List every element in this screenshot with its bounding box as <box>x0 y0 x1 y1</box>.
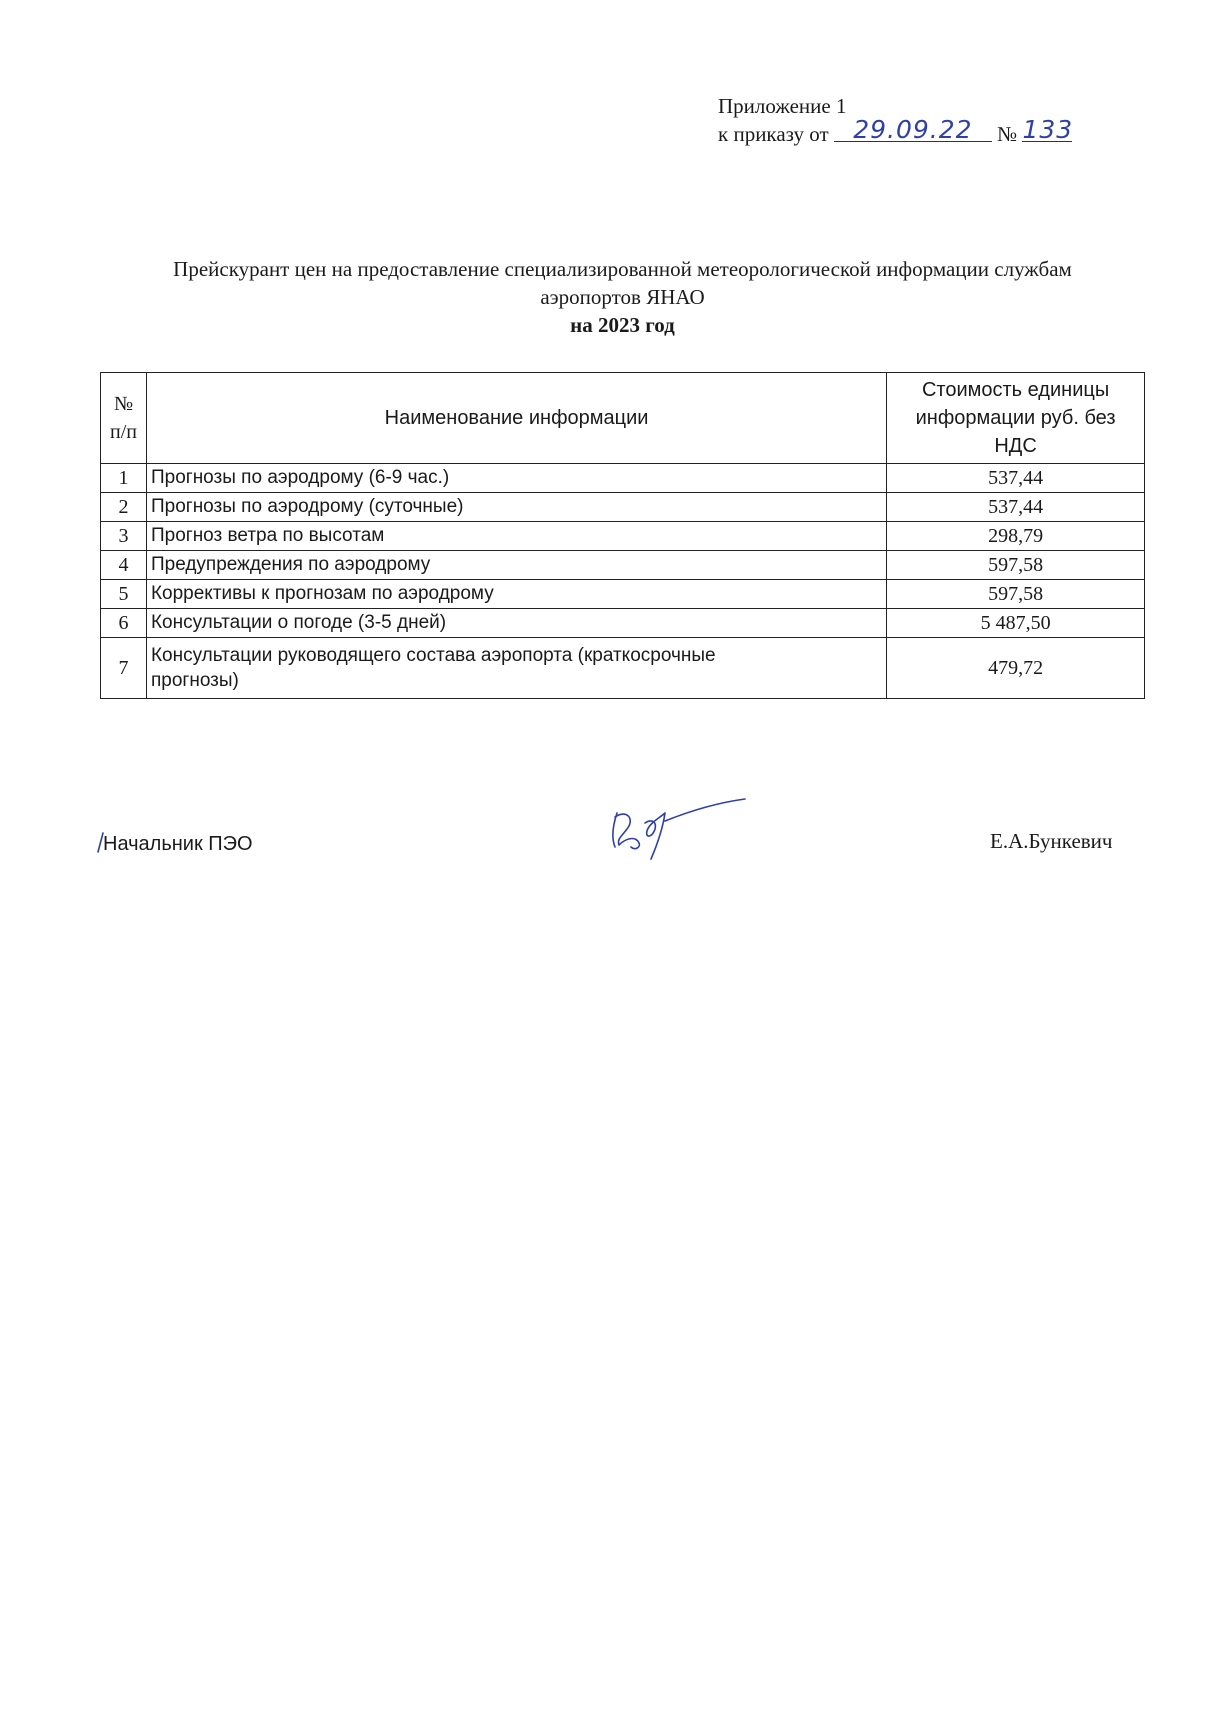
table-row <box>101 522 1145 551</box>
table-row <box>101 493 1145 522</box>
row-number: 4 <box>101 551 147 580</box>
table-row <box>101 580 1145 609</box>
handwritten-date: 29.09.22 <box>834 119 992 142</box>
row-number: 2 <box>101 493 147 522</box>
row-name: Коррективы к прогнозам по аэродрому <box>146 580 886 609</box>
row-price: 537,44 <box>887 464 1145 493</box>
order-reference <box>718 115 1074 148</box>
row-price: 597,58 <box>887 580 1145 609</box>
row-name: Консультации о погоде (3-5 дней) <box>146 609 886 638</box>
row-number: 6 <box>101 609 147 638</box>
row-price: 597,58 <box>887 551 1145 580</box>
order-prefix: к приказу от <box>718 122 829 146</box>
signatory-role: Начальник ПЭО <box>103 833 253 855</box>
table-row <box>101 638 1145 699</box>
row-name: Прогнозы по аэродрому (6-9 час.) <box>146 464 886 493</box>
row-number: 5 <box>101 580 147 609</box>
handwritten-signature <box>605 795 755 865</box>
header-number: № п/п <box>101 373 147 464</box>
row-price: 5 487,50 <box>887 609 1145 638</box>
price-table <box>100 372 1145 699</box>
title-line-2: аэропортов ЯНАО <box>540 285 705 309</box>
table-header-row <box>101 373 1145 464</box>
title-line-1: Прейскурант цен на предоставление специализированной метеорологической информации службам <box>173 257 1072 281</box>
header-name: Наименование информации <box>146 373 886 464</box>
row-number: 1 <box>101 464 147 493</box>
row-name: Предупреждения по аэродрому <box>146 551 886 580</box>
table-row <box>101 551 1145 580</box>
handwritten-order-number: 133 <box>1022 115 1074 144</box>
row-number: 3 <box>101 522 147 551</box>
row-name: Прогноз ветра по высотам <box>146 522 886 551</box>
row-price: 537,44 <box>887 493 1145 522</box>
row-price: 479,72 <box>887 638 1145 699</box>
row-name: Консультации руководящего состава аэропорта (краткосрочные прогнозы) <box>146 638 886 699</box>
header-cost: Стоимость единицы информации руб. без НДС <box>887 373 1145 464</box>
signatory-name: Е.А.Бункевич <box>990 829 1113 853</box>
document-title <box>100 255 1145 339</box>
row-number: 7 <box>101 638 147 699</box>
table-row <box>101 464 1145 493</box>
appendix-reference <box>718 92 1072 148</box>
table-row <box>101 609 1145 638</box>
row-name: Прогнозы по аэродрому (суточные) <box>146 493 886 522</box>
appendix-label: Приложение 1 <box>718 94 847 118</box>
number-sign: № <box>997 122 1018 146</box>
title-year: на 2023 год <box>570 313 675 337</box>
row-price: 298,79 <box>887 522 1145 551</box>
